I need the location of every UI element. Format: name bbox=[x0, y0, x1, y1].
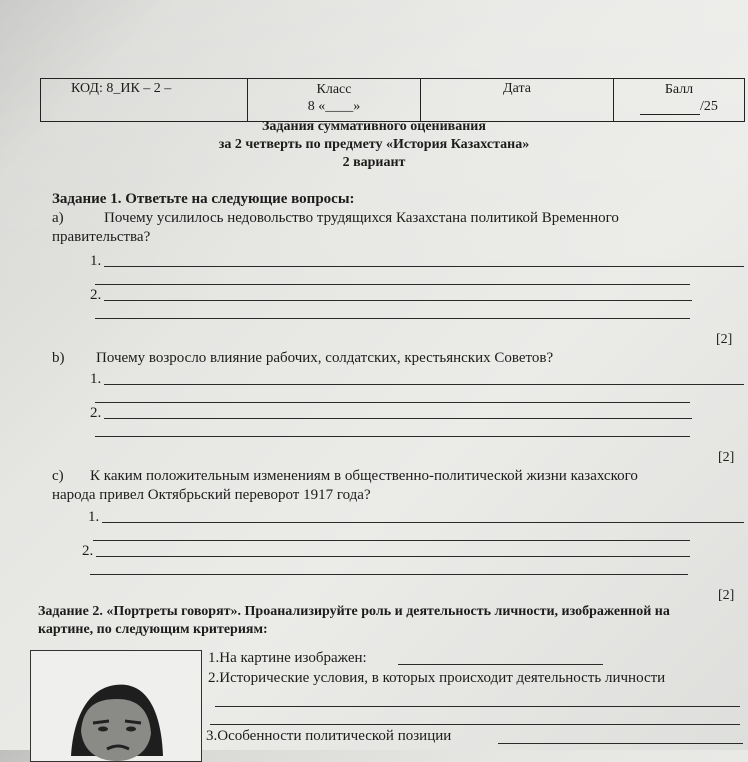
question-c-text-2: народа привел Октябрьский переворот 1917 года? bbox=[52, 487, 371, 503]
answer-a-line-1b[interactable] bbox=[95, 284, 690, 285]
answer-b-line-1[interactable] bbox=[104, 384, 744, 385]
question-b-text: Почему возросло влияние рабочих, солдатских, крестьянских Советов? bbox=[96, 350, 554, 366]
task2-item-2: 2.Исторические условия, в которых происходит деятельность личности bbox=[208, 670, 666, 686]
header-table bbox=[40, 78, 745, 122]
answer-a-number-2: 2. bbox=[90, 287, 102, 303]
portrait-frame bbox=[30, 650, 202, 762]
question-c-letter: c) bbox=[52, 468, 64, 484]
question-a-text-1: Почему усилилось недовольство трудящихся Казахстана политикой Временного bbox=[104, 210, 619, 226]
class-cell bbox=[248, 79, 421, 122]
task2-item-1-line[interactable] bbox=[398, 664, 603, 665]
answer-b-line-2[interactable] bbox=[104, 418, 692, 419]
title-line-2: за 2 четверть по предмету «История Казахстана» bbox=[218, 137, 530, 152]
score-cell bbox=[614, 79, 745, 122]
date-cell bbox=[421, 79, 614, 122]
answer-c-number-2: 2. bbox=[82, 543, 94, 559]
title-line-1: Задания суммативного оценивания bbox=[262, 119, 486, 134]
class-value: 8 «____» bbox=[307, 99, 361, 114]
points-a: [2] bbox=[716, 332, 733, 347]
task2-heading-1: Задание 2. «Портреты говорят». Проанализируйте роль и деятельность личности, изображенной на bbox=[38, 604, 670, 619]
code-cell bbox=[41, 79, 248, 122]
answer-c-line-2[interactable] bbox=[96, 556, 690, 557]
points-b: [2] bbox=[718, 450, 735, 465]
answer-c-line-1b[interactable] bbox=[93, 540, 690, 541]
question-c-text-1: К каким положительным изменениям в общественно-политической жизни казахского bbox=[90, 468, 638, 484]
answer-b-line-2b[interactable] bbox=[95, 436, 690, 437]
task2-item-3: 3.Особенности политической позиции bbox=[206, 728, 452, 744]
date-label: Дата bbox=[503, 81, 531, 96]
task2-item-2-line-2[interactable] bbox=[210, 724, 740, 725]
score-label: Балл bbox=[664, 82, 694, 97]
score-max: /25 bbox=[700, 99, 718, 114]
answer-c-line-1[interactable] bbox=[102, 522, 744, 523]
answer-b-number-1: 1. bbox=[90, 371, 102, 387]
task2-item-3-line[interactable] bbox=[498, 743, 743, 744]
title-line-3: 2 вариант bbox=[342, 155, 406, 170]
code-text: КОД: 8_ИК – 2 – bbox=[71, 81, 172, 96]
portrait-image bbox=[31, 651, 201, 761]
task2-item-1: 1.На картине изображен: bbox=[208, 650, 367, 666]
class-label: Класс bbox=[316, 82, 352, 97]
answer-a-line-2b[interactable] bbox=[95, 318, 690, 319]
answer-a-line-1[interactable] bbox=[104, 266, 744, 267]
question-a-letter: a) bbox=[52, 210, 64, 226]
task2-item-2-line-1[interactable] bbox=[215, 706, 740, 707]
points-c: [2] bbox=[718, 588, 735, 603]
question-b-letter: b) bbox=[52, 350, 65, 366]
score-blank bbox=[640, 102, 700, 115]
answer-a-line-2[interactable] bbox=[104, 300, 692, 301]
task1-heading: Задание 1. Ответьте на следующие вопросы: bbox=[52, 191, 355, 207]
question-a-text-2: правительства? bbox=[52, 229, 151, 245]
answer-a-number-1: 1. bbox=[90, 253, 102, 269]
answer-b-line-1b[interactable] bbox=[95, 402, 690, 403]
task2-heading-2: картине, по следующим критериям: bbox=[38, 622, 268, 637]
answer-b-number-2: 2. bbox=[90, 405, 102, 421]
answer-c-line-2b[interactable] bbox=[90, 574, 688, 575]
answer-c-number-1: 1. bbox=[88, 509, 100, 525]
